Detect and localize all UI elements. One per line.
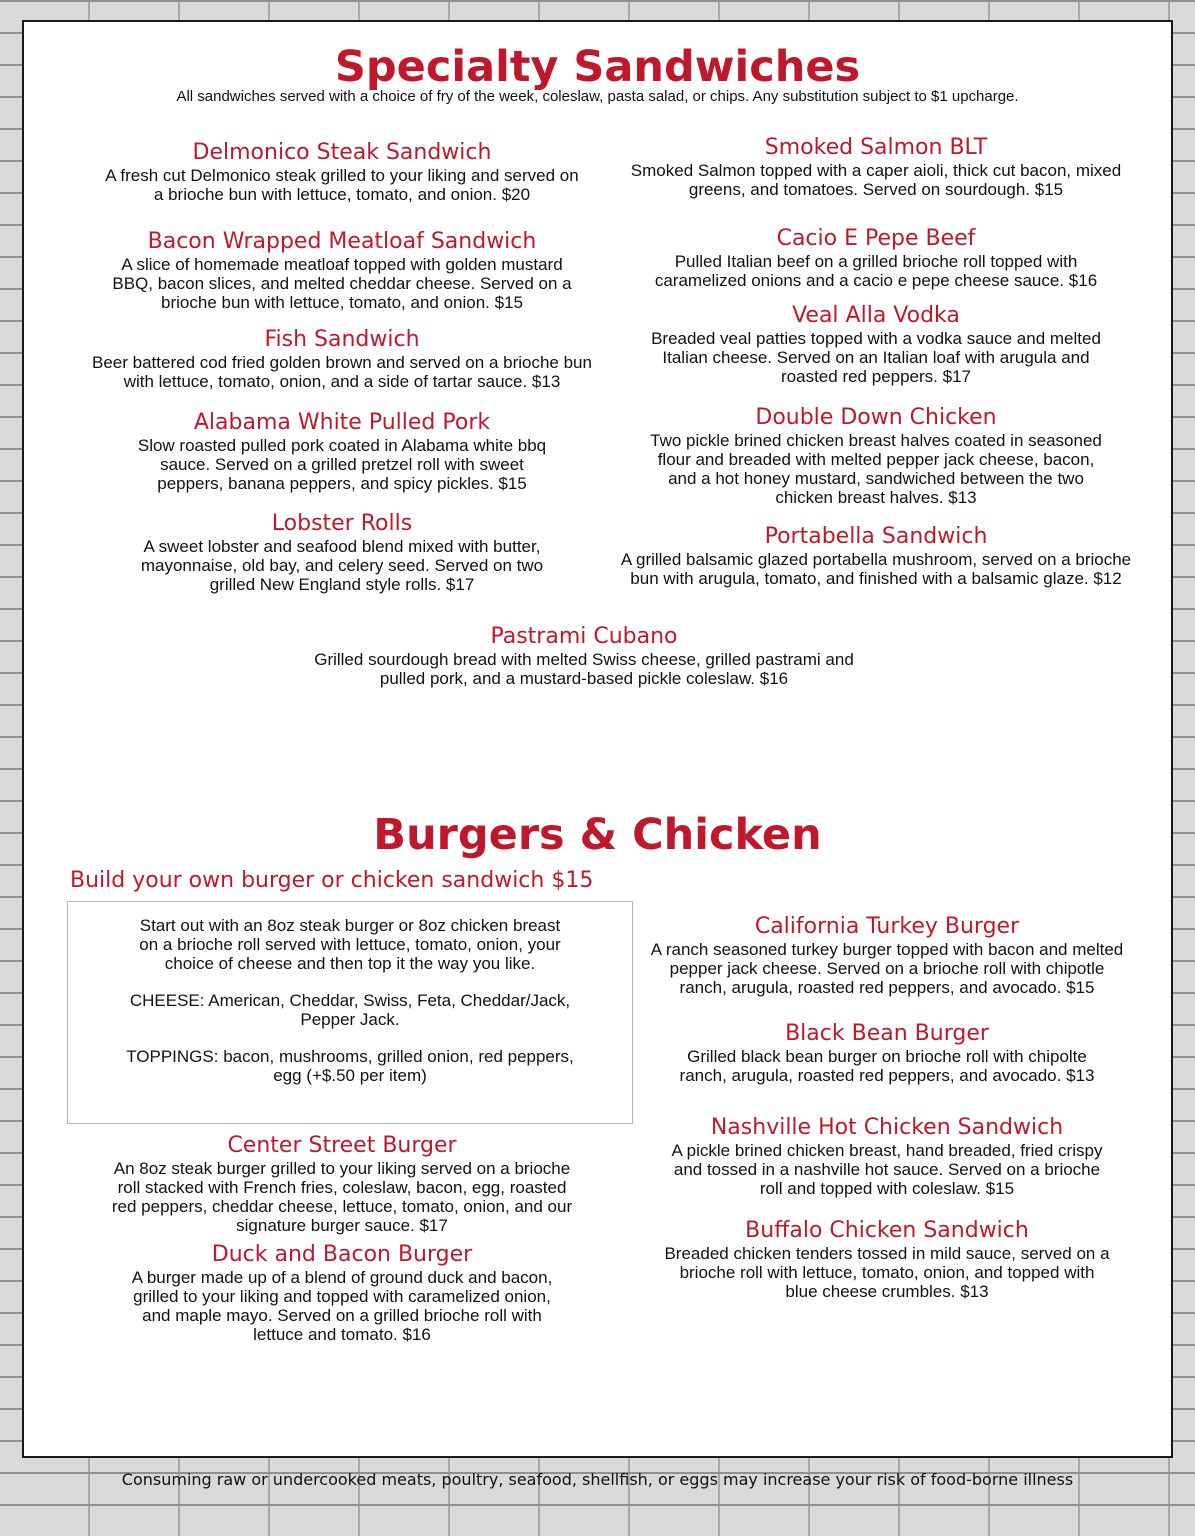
menu-item-portabella [582, 524, 1170, 588]
item-desc: Breaded veal patties topped with a vodka sauce and melted Italian cheese. Served on an Italian loaf with arugula and roasted red peppers. $17 [651, 329, 1101, 386]
item-desc: Two pickle brined chicken breast halves coated in seasoned flour and breaded with melted pepper jack cheese, bacon, and a hot honey mustard, sandwiched between the two chicken breast halves. $13 [650, 431, 1102, 507]
menu-item-fish [42, 327, 642, 391]
item-name: Alabama White Pulled Pork [193, 410, 491, 435]
item-name: Veal Alla Vodka [792, 303, 960, 328]
item-desc: Grilled black bean burger on brioche roll with chipolte ranch, arugula, roasted red peppers, and avocado. $13 [679, 1047, 1095, 1085]
menu-item-buffalo [612, 1218, 1162, 1301]
item-name: Smoked Salmon BLT [764, 135, 988, 160]
item-name: Black Bean Burger [785, 1021, 989, 1046]
item-desc: Grilled sourdough bread with melted Swiss cheese, grilled pastrami and pulled pork, and a mustard-based pickle coleslaw. $16 [314, 650, 854, 688]
item-desc: Smoked Salmon topped with a caper aioli, thick cut bacon, mixed greens, and tomatoes. Served on sourdough. $15 [630, 161, 1122, 199]
item-name: Double Down Chicken [755, 405, 997, 430]
section-title-specialty: Specialty Sandwiches [334, 42, 861, 92]
menu-item-center-street [42, 1133, 642, 1235]
menu-item-duck-bacon [42, 1242, 642, 1344]
build-cheese: CHEESE: American, Cheddar, Swiss, Feta, Cheddar/Jack, Pepper Jack. [129, 991, 571, 1029]
item-desc: A pickle brined chicken breast, hand breaded, fried crispy and tossed in a nashville hot sauce. Served on a brioche roll and topped with coleslaw. $15 [671, 1141, 1103, 1198]
section-title-burgers: Burgers & Chicken [373, 810, 822, 860]
item-desc: A ranch seasoned turkey burger topped with bacon and melted pepper jack cheese. Served on a brioche roll with chipotle ranch, arugula, roasted red peppers, and avocado. $15 [650, 940, 1124, 997]
food-safety-disclaimer: Consuming raw or undercooked meats, poultry, seafood, shellfish, or eggs may increase your risk of food-borne illness [121, 1470, 1074, 1489]
item-desc: A fresh cut Delmonico steak grilled to your liking and served on a brioche bun with lettuce, tomato, and onion. $20 [105, 166, 579, 204]
item-desc: A grilled balsamic glazed portabella mushroom, served on a brioche bun with arugula, tomato, and finished with a balsamic glaze. $12 [620, 550, 1132, 588]
item-desc: Pulled Italian beef on a grilled brioche roll topped with caramelized onions and a cacio e pepe cheese sauce. $16 [654, 252, 1098, 290]
build-your-own-title: Build your own burger or chicken sandwich $15 [70, 868, 594, 893]
item-name: Fish Sandwich [264, 327, 420, 352]
item-name: Cacio E Pepe Beef [776, 226, 976, 251]
menu-panel [22, 20, 1173, 1458]
build-toppings: TOPPINGS: bacon, mushrooms, grilled onion, red peppers, egg (+$.50 per item) [126, 1047, 574, 1085]
menu-item-delmonico [42, 140, 642, 204]
item-desc: Breaded chicken tenders tossed in mild sauce, served on a brioche roll with lettuce, tomato, onion, and topped with blue cheese crumbles. $13 [664, 1244, 1110, 1301]
menu-item-turkey-burger [612, 914, 1162, 997]
item-desc: Slow roasted pulled pork coated in Alabama white bbq sauce. Served on a grilled pretzel roll with sweet peppers, banana peppers, and spicy pickles. $15 [137, 436, 547, 493]
item-name: Lobster Rolls [271, 511, 413, 536]
item-desc: A sweet lobster and seafood blend mixed with butter, mayonnaise, old bay, and celery seed. Served on two grilled New England style rolls. $17 [140, 537, 544, 594]
item-name: Buffalo Chicken Sandwich [745, 1218, 1029, 1243]
item-name: Portabella Sandwich [764, 524, 988, 549]
menu-item-meatloaf [42, 229, 642, 312]
item-desc: A burger made up of a blend of ground duck and bacon, grilled to your liking and topped with caramelized onion, and maple mayo. Served on a grilled brioche roll with lettuce and tomato. $16 [131, 1268, 553, 1344]
build-intro: Start out with an 8oz steak burger or 8oz chicken breast on a brioche roll served with lettuce, tomato, onion, your choice of cheese and then top it the way you like. [139, 916, 561, 973]
specialty-subtitle: All sandwiches served with a choice of fry of the week, coleslaw, pasta salad, or chips. Any substitution subject to $1 upcharge. [176, 88, 1019, 105]
menu-item-nashville [612, 1115, 1162, 1198]
menu-item-pulled-pork [42, 410, 642, 493]
item-desc: An 8oz steak burger grilled to your liking served on a brioche roll stacked with French fries, coleslaw, bacon, egg, roasted red peppers, cheddar cheese, lettuce, tomato, onion, and our signature burger sauce. $17 [111, 1159, 573, 1235]
item-desc: A slice of homemade meatloaf topped with golden mustard BBQ, bacon slices, and melted cheddar cheese. Served on a brioche bun with lettuce, tomato, and onion. $15 [112, 255, 572, 312]
item-name: Pastrami Cubano [490, 624, 678, 649]
build-your-own-box [67, 901, 633, 1124]
item-name: Nashville Hot Chicken Sandwich [710, 1115, 1064, 1140]
item-name: Delmonico Steak Sandwich [192, 140, 492, 165]
item-name: Bacon Wrapped Meatloaf Sandwich [147, 229, 537, 254]
item-desc: Beer battered cod fried golden brown and served on a brioche bun with lettuce, tomato, onion, and a side of tartar sauce. $13 [92, 353, 592, 391]
item-name: Duck and Bacon Burger [211, 1242, 473, 1267]
menu-item-lobster [42, 511, 642, 594]
menu-item-salmon-blt [592, 135, 1160, 199]
menu-item-double-down [592, 405, 1160, 507]
menu-item-pastrami [234, 624, 934, 688]
menu-item-black-bean [612, 1021, 1162, 1085]
menu-item-veal [592, 303, 1160, 386]
item-name: California Turkey Burger [754, 914, 1020, 939]
menu-item-cacio-e-pepe [592, 226, 1160, 290]
item-name: Center Street Burger [227, 1133, 457, 1158]
